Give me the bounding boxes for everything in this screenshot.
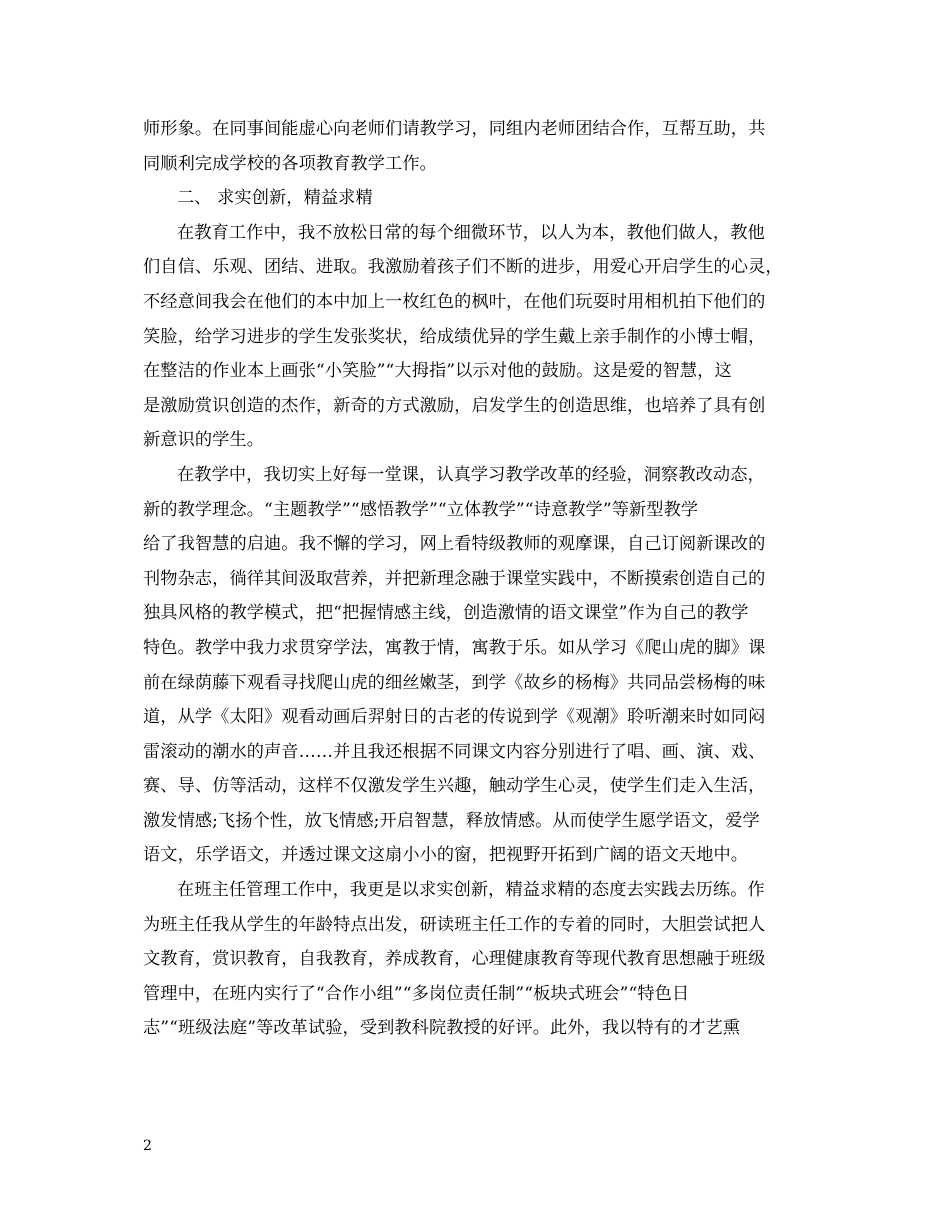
page-number: 2 (143, 1138, 152, 1154)
text-line: 前在绿荫藤下观看寻找爬山虎的细丝嫩茎，到学《故乡的杨梅》共同品尝杨梅的味 (143, 672, 766, 693)
section-heading: 二、 求实创新，精益求精 (177, 188, 373, 209)
text-line: 特色。教学中我力求贯穿学法，寓教于情，寓教于乐。如从学习《爬山虎的脚》课 (143, 637, 766, 658)
text-line: 给了我智慧的启迪。我不懈的学习，网上看特级教师的观摩课，自己订阅新课改的 (143, 534, 766, 555)
text-line: 独具风格的教学模式，把“把握情感主线，创造激情的语文课堂”作为自己的教学 (143, 603, 749, 624)
text-line: 管理中，在班内实行了“合作小组”“多岗位责任制”“板块式班会”“特色日 (143, 983, 690, 1004)
text-line: 们自信、乐观、团结、进取。我激励着孩子们不断的进步，用爱心开启学生的心灵， (143, 257, 783, 278)
paragraph-first-line: 在教育工作中，我不放松日常的每个细微环节，以人为本，教他们做人，教他 (177, 222, 765, 243)
text-line: 志”“班级法庭”等改革试验，受到教科院教授的好评。此外，我以特有的才艺熏 (143, 1018, 741, 1039)
text-line: 文教育，赏识教育，自我教育，养成教育，心理健康教育等现代教育思想融于班级 (143, 949, 766, 970)
text-line: 刊物杂志，徜徉其间汲取营养，并把新理念融于课堂实践中，不断摸索创造自己的 (143, 568, 766, 589)
text-line: 师形象。在同事间能虚心向老师们请教学习，同组内老师团结合作，互帮互助，共 (143, 119, 766, 139)
paragraph-first-line: 在教学中，我切实上好每一堂课，认真学习教学改革的经验，洞察教改动态， (177, 464, 765, 485)
text-line: 激发情感;飞扬个性，放飞情感;开启智慧，释放情感。从而使学生愿学语文，爱学 (143, 810, 760, 831)
text-line: 道，从学《太阳》观看动画后羿射日的古老的传说到学《观潮》聆听潮来时如同闷 (143, 707, 766, 728)
text-line: 新的教学理念。“主题教学”“感悟教学”“立体教学”“诗意教学”等新型教学 (143, 499, 699, 520)
text-line: 新意识的学生。 (143, 430, 265, 451)
text-line: 为班主任我从学生的年龄特点出发，研读班主任工作的专着的同时，大胆尝试把人 (143, 914, 766, 935)
text-line: 在整洁的作业本上画张“小笑脸”“大拇指”以示对他的鼓励。这是爱的智慧，这 (143, 361, 732, 382)
text-line: 不经意间我会在他们的本中加上一枚红色的枫叶，在他们玩耍时用相机拍下他们的 (143, 291, 766, 312)
text-line: 雷滚动的潮水的声音……并且我还根据不同课文内容分别进行了唱、画、演、戏、 (143, 741, 766, 762)
text-line: 赛、导、仿等活动，这样不仅激发学生兴趣，触动学生心灵，使学生们走入生活， (143, 776, 766, 797)
text-line: 同顺利完成学校的各项教育教学工作。 (143, 153, 437, 174)
paragraph-first-line: 在班主任管理工作中，我更是以求实创新，精益求精的态度去实践去历练。作 (177, 880, 765, 901)
text-line: 笑脸，给学习进步的学生发张奖状，给成绩优异的学生戴上亲手制作的小博士帽， (143, 326, 766, 347)
text-line: 语文，乐学语文，并透过课文这扇小小的窗，把视野开拓到广阔的语文天地中。 (143, 845, 749, 866)
body-text (143, 112, 823, 1046)
text-line: 是激励赏识创造的杰作，新奇的方式激励，启发学生的创造思维，也培养了具有创 (143, 395, 766, 416)
